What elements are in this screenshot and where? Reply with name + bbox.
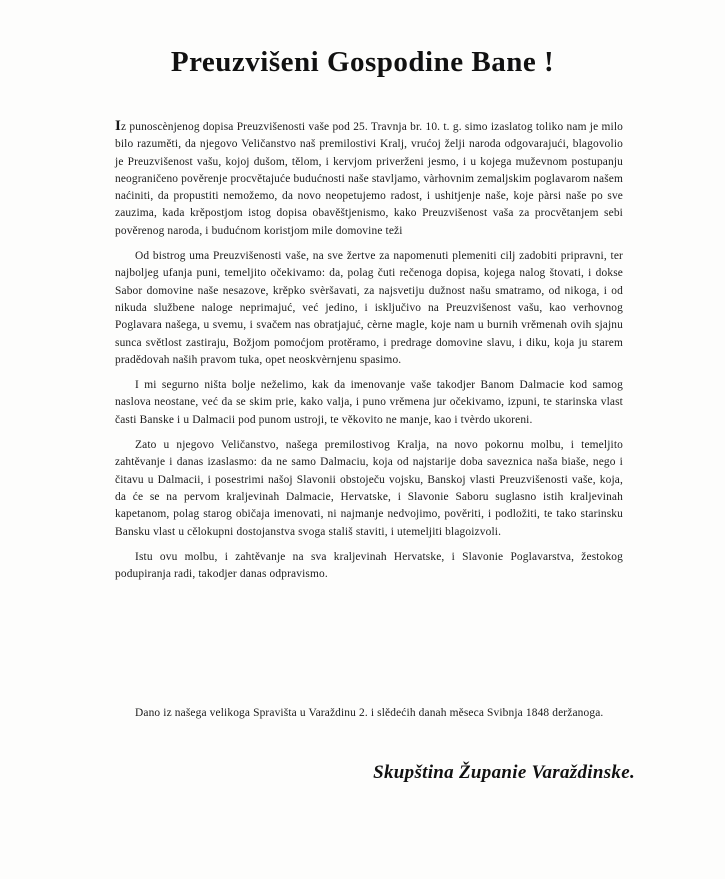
paragraph-1 — [115, 118, 623, 240]
initial-letter: I — [115, 118, 121, 134]
paragraph-1-text: z punoscènjenog dopisa Preuzvišenosti vaše pod 25. Travnja br. 10. t. g. simo izaslatog toliko nam je milo bilo razuměti, da njegovo Veličanstvo naš premilostivi Kralj, vrućoj želji naroda odgovarajući, blagovolio je Preuzvišenost vašu, kojoj dušom, tělom, i kervjom priverženi jesmo, i u kojega muževnom postupanju neograničeno pověrenje procvětajuće budućnosti naše stavljamo, vàrhovnim zemaljskim poglavarom našem naćiniti, da propustiti nemožemo, da novo neopetujemo radost, i ushitjenje naše, koje pàrsi naše po sve zauzima, kada krěpostjom istog dopisa obavěštjenismo, kako Preuzvišenost vaša za procvětanjem sebi pověrenog naroda, i budućnom koristjom mile domovine teži — [115, 121, 623, 237]
document-body — [115, 118, 623, 591]
date-line: Dano iz našega velikoga Spravišta u Varaždinu 2. i slědećih danah měseca Svibnja 1848 deržanoga. — [135, 707, 604, 719]
paragraph-3: I mi segurno ništa bolje neželimo, kak da imenovanje vaše takodjer Banom Dalmacie kod samog naslova neostane, već da se skim prie, kako valja, i puno vrěmena jur očekivamo, izpuni, te starinska vlast časti Banske i u Dalmacii pod punom ustroji, te věkovito ne manje, kao i tvèrdo ukoreni. — [115, 379, 623, 426]
paragraph-5: Istu ovu molbu, i zahtěvanje na sva kraljevinah Hervatske, i Slavonie Poglavarstva, žestokog podupiranja radi, takodjer danas odpravismo. — [115, 550, 623, 581]
document-title: Preuzvišeni Gospodine Bane ! — [170, 46, 555, 78]
paragraph-2: Od bistrog uma Preuzvišenosti vaše, na sve žertve za napomenuti plemeniti cilj zadobiti pripravni, ter najboljeg ufanja puni, temeljito očekivamo: da, polag čuti rečenoga dopisa, kojega nalog štovati, i dokse Sabor domovine naše nesazove, krěpko svèršavati, za najsvetiju dužnost našu smatramo, od nikoga, i od nikuda službene naloge neprimajuć, već jedino, i isključivo na Preuzvišenost vašu, kao verhovnog Poglavara našega, u svemu, i svačem nas obratjajuć, cèrne magle, koje nam u burnih vrěmenah ovih sjajnu sunca světlost zastiraju, Božjom pomoćjom protěramo, i predrage domovine slavu, i diku, koja ju starem pradědovah naših pravom tuka, opet neoskvèrnjenu spasimo. — [115, 250, 623, 366]
paragraph-4: Zato u njegovo Veličanstvo, našega premilostivog Kralja, na novo pokornu molbu, i temeljito zahtěvanje i danas izaslasmo: da ne samo Dalmaciu, koja od najstarije doba saveznica naša biaše, nego i čitavu u Dalmacii, i posestrimi našoj Slavonii obstoječu vojsku, Banskoj vlasti Preuzvišenosti vaše, koja, da će se na pervom kraljevinah Dalmacie, Hervatske, i Slavonie Saboru suglasno istih kraljevinah kapetanom, polag starog običaja imenovati, ni najmanje nedvojimo, pověriti, i podložiti, te tako starinsku Bansku vlast u cělokupni dostojanstva svoga stališ staviti, i utemeljiti blagoizvoli. — [115, 439, 623, 538]
signature: Skupština Županie Varaždinske. — [373, 762, 635, 783]
